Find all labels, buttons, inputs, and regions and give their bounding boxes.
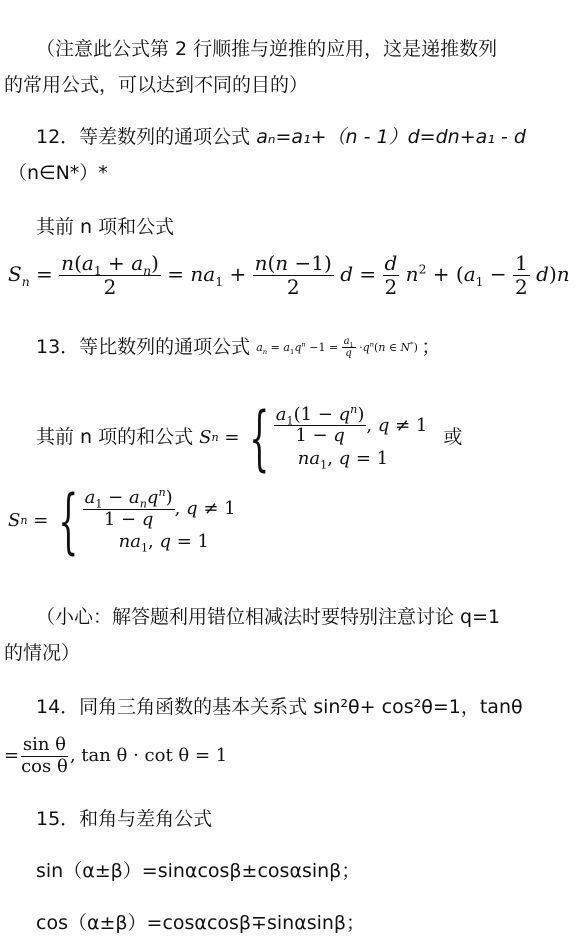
note-line-2: 的常用公式，可以达到不同的目的）	[4, 74, 309, 96]
sum-intro: 其前 n 项和公式	[36, 216, 175, 238]
geo-sum-intro: 其前 n 项的和公式	[36, 426, 194, 448]
item-14-label: 14．同角三角函数的基本关系式 sin²θ+ cos²θ=1，tanθ	[36, 696, 523, 718]
geo-sum-formula-1: S n = { $\frac{a_1(1 - q^n)}{1 - q}$ , q ≠ 1 $na_1$, q = 1	[199, 396, 428, 479]
left-brace: {	[249, 396, 270, 479]
item-12-label: 12．等差数列的通项公式	[36, 126, 251, 148]
item-12-condition: （n∈N*）*	[8, 162, 108, 184]
item-13-formula: $a_n = a_1q^n -1$ = $\frac{a_1}{q}$ $\cdot q^n(n$ ∈ N*)	[256, 335, 422, 359]
item-13-line	[36, 334, 440, 361]
item-13-end: ；	[421, 336, 441, 358]
item-12-formula: aₙ=a₁+（n - 1）d=dn+a₁ - d	[256, 126, 526, 148]
geo-sum-formula-2: S n = { $\frac{a_1 - a_nq^n)}{1 - q}$ , q ≠ 1 $na_1$, q = 1	[8, 480, 236, 562]
note-line-1: （注意此公式第 2 行顺推与逆推的应用，这是递推数列	[36, 38, 498, 60]
sin-formula: sin（α±β）=sinαcosβ±cosαsinβ；	[36, 860, 361, 882]
arithmetic-sum-formula: $S_n$ = $\frac{n(a_1 + a_n)}{2}$ = $na_1$ + $\frac{n(n -1)}{2}$ d = $\frac{d}{2}$ $n^2 + (a_1$ − $\frac{1}{2}$ d)n	[8, 251, 570, 299]
item-12-line	[36, 124, 526, 150]
item-13-label: 13．等比数列的通项公式	[36, 336, 251, 358]
geo-sum-line	[36, 392, 462, 482]
left-brace-2: {	[58, 480, 79, 562]
warning-line-2: 的情况）	[4, 642, 81, 664]
item-14-formula: = $\frac{\text{sin θ}}{\text{cos θ}}$ , tan θ · cot θ = 1	[4, 733, 228, 777]
warning-line-1: （小心：解答题利用错位相减法时要特别注意讨论 q=1	[36, 606, 501, 628]
item-15-label: 15．和角与差角公式	[36, 808, 213, 830]
or-word: 或	[443, 426, 463, 448]
cos-formula: cos（α±β）=cosαcosβ∓sinαsinβ；	[36, 912, 366, 934]
